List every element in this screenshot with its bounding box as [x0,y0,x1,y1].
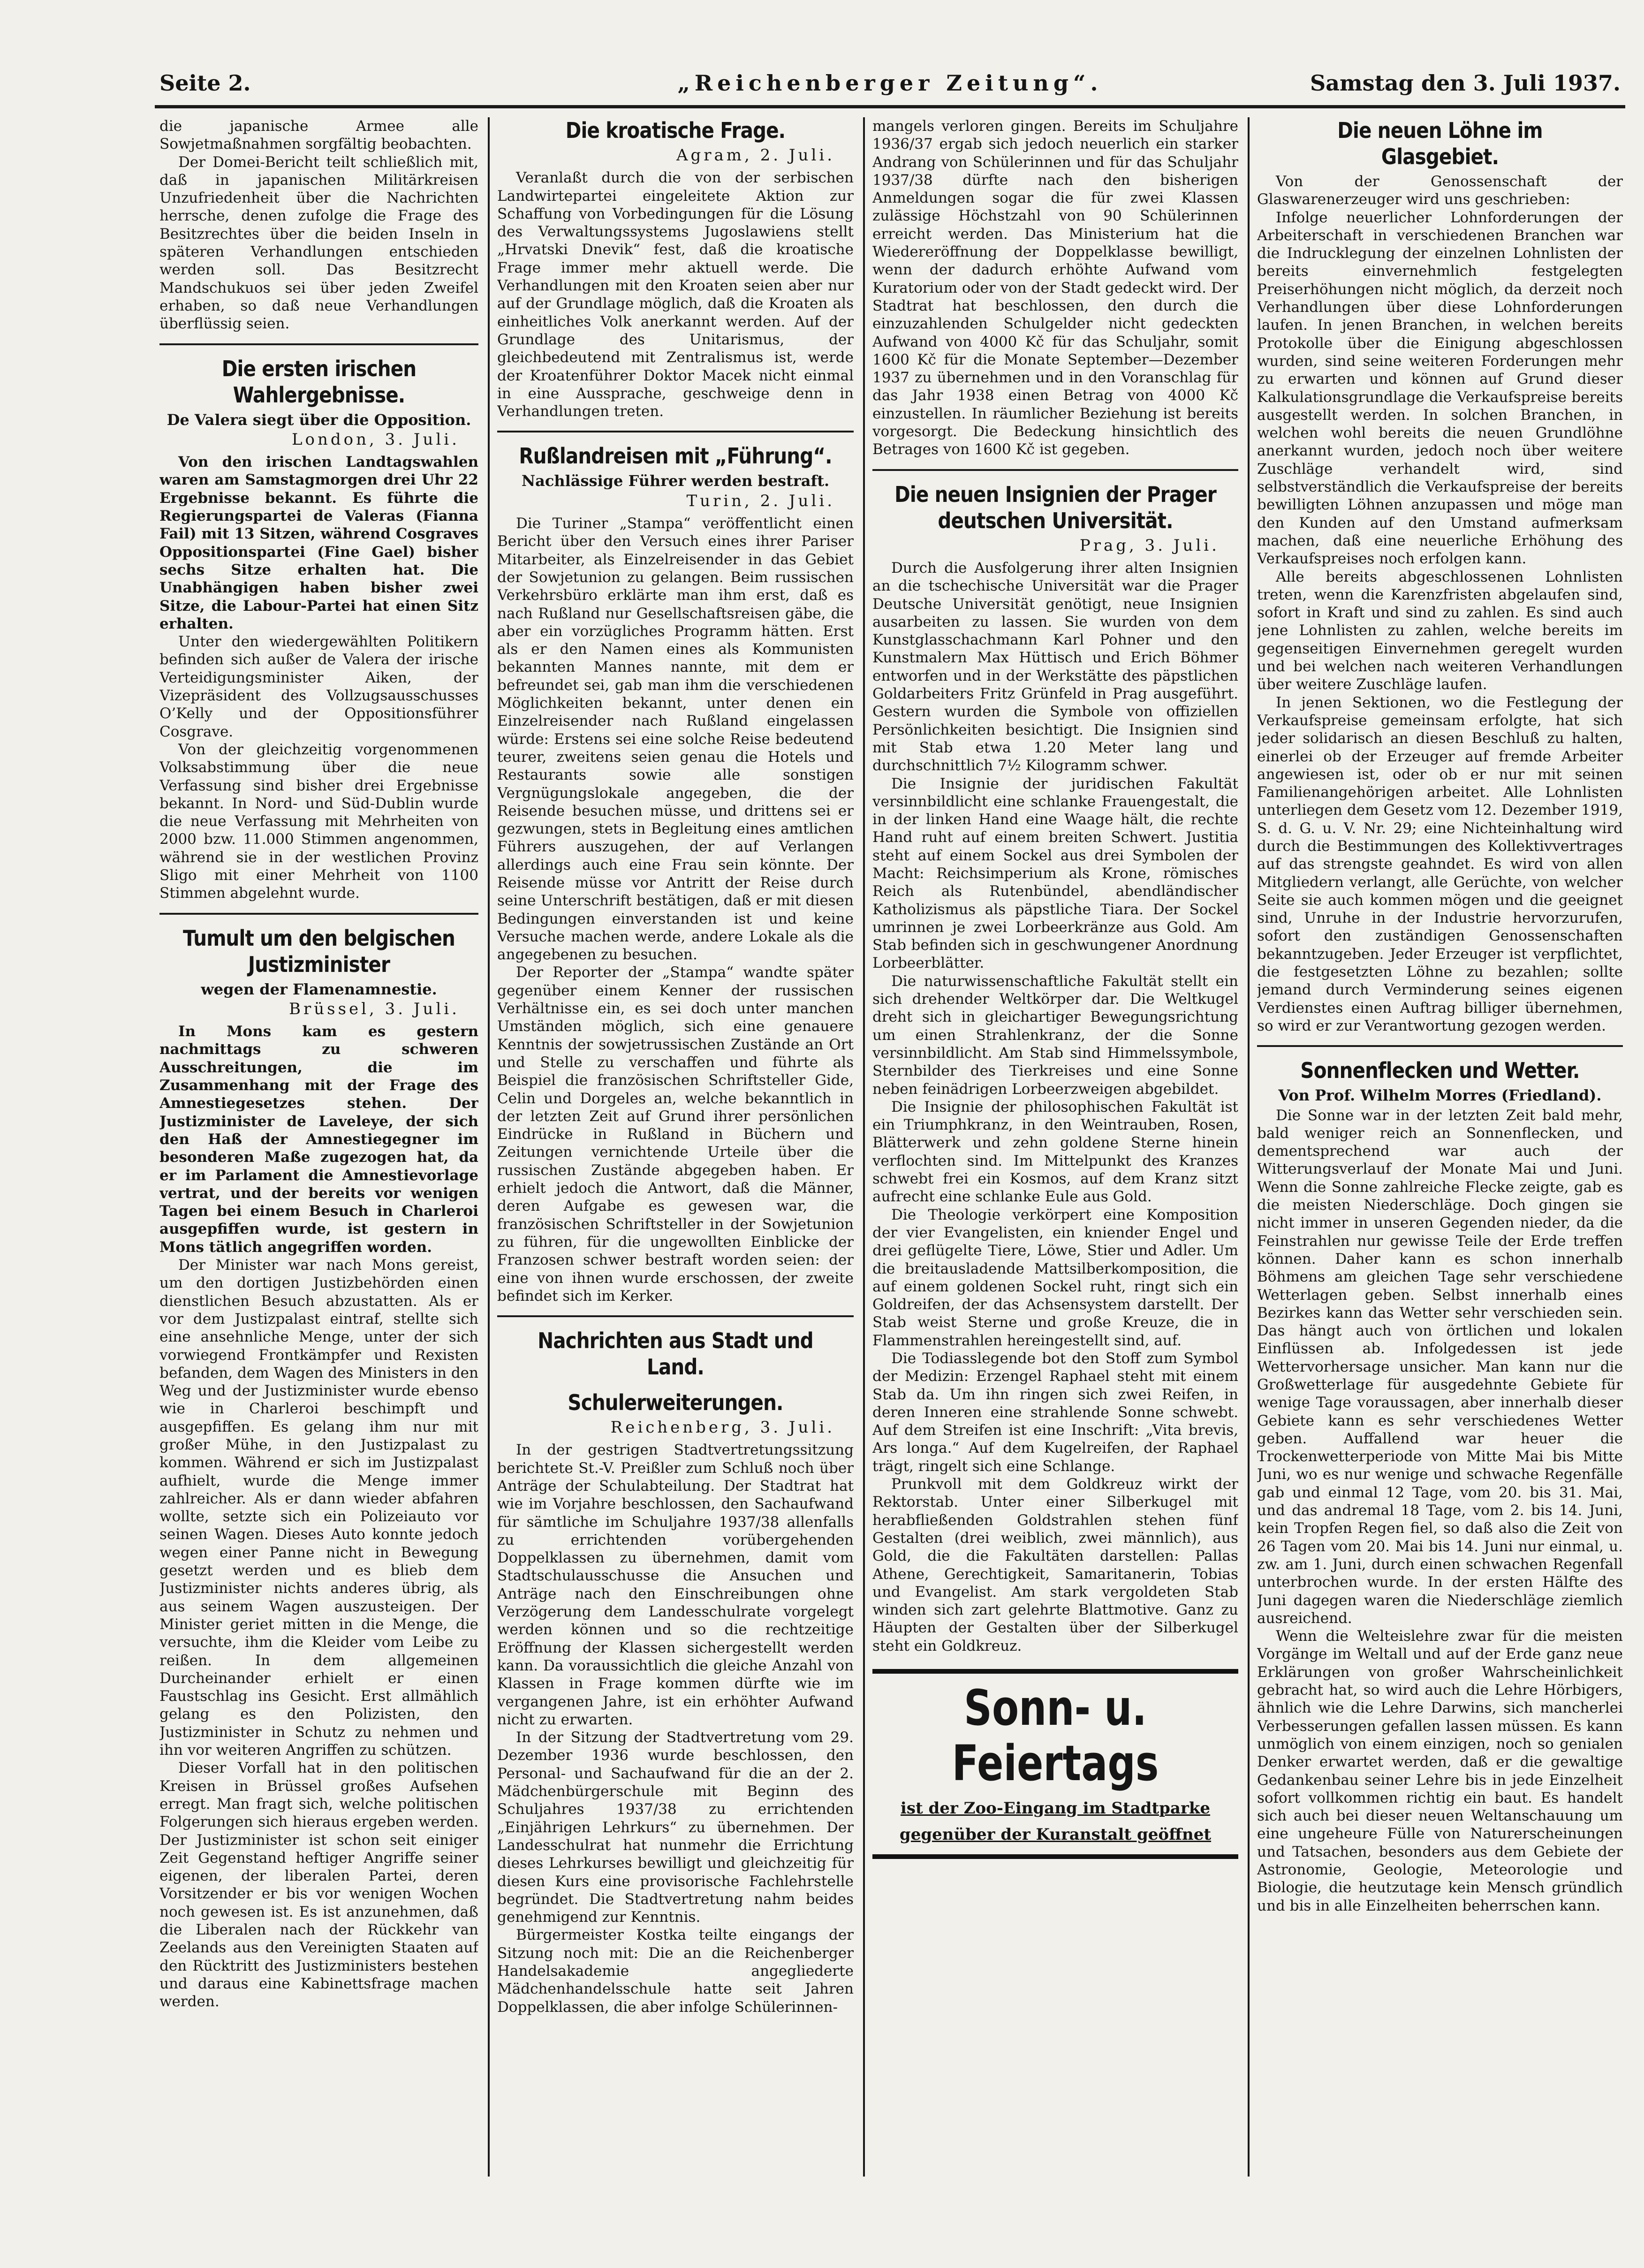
headline-sunspots-weather: Sonnenflecken und Wetter. [1300,1058,1580,1084]
subheadline: wegen der Flamenamnestie. [201,980,437,998]
paragraph: Der Domei-Bericht teilt schließlich mit, daß in japanischen Militärkreisen Unzufriedenheit über die Nachrichten herrsche, denen zufolge die Frage des Besitzrechtes über die beiden Inseln in späteren Verhandlungen entschieden werden soll. Das Besitzrecht Mandschukuos sei über jeden Zweifel erhaben, so daß neue Verhandlungen überflüssig seien. [159,153,478,333]
paragraph: Die Insignie der philosophischen Fakultät ist ein Triumphkranz, in den Weintrauben, Rosen, Blätterwerk und zehn goldene Sterne hinein verflochten sind. Im Mittelpunkt des Kranzes schwebt frei ein Kosmos, auf dem Kranz sitzt aufrecht eine schlanke Eule aus Gold. [872,1098,1238,1206]
paragraph: Dieser Vorfall hat in den politischen Kreisen in Brüssel großes Aufsehen erregt. Man fragt sich, welche politischen Folgerungen sich hieraus ergeben werden. Der Justizminister ist schon seit einiger Zeit Gegenstand heftiger Angriffe seiner eigenen, der liberalen Partei, deren Vorsitzender er bis vor wenigen Wochen noch gewesen ist. Es ist anzunehmen, daß die Liberalen nach der Rückkehr van Zeelands aus den Vereinigten Staaten auf den Rücktritt des Justizministers bestehen und daraus eine Kabinettsfrage machen werden. [159,1760,478,2010]
paragraph: Alle bereits abgeschlossenen Lohnlisten treten, wenn die Karenzfristen abgelaufen sind, sofort in Kraft und sind zu zahlen. Es sind auch jene Lohnlisten zu zahlen, welche bereits im gegenseitigen Einvernehmen geregelt wurden und bei welchen nach weiteren Verhandlungen über weitere Zuschläge laufen. [1257,568,1623,693]
dateline: Reichenberg, 3. Juli. [610,1418,835,1437]
column-4 [1257,117,1623,2174]
paragraph: Unter den wiedergewählten Politikern befinden sich außer de Valera der irische Verteidigungsminister Aiken, der Vizepräsident des Vollzugsausschusses O’Kelly und der Oppositionsführer Cosgrave. [159,633,478,740]
masthead: „Reichenberger Zeitung“. [677,70,1103,96]
dateline: Brüssel, 3. Juli. [289,999,460,1018]
paragraph: die japanische Armee alle Sowjetmaßnahmen sorgfältig beobachten. [159,118,478,153]
article-separator [159,913,478,915]
dateline: Turin, 2. Juli. [686,491,835,510]
dateline: Prag, 3. Juli. [1079,536,1220,555]
ad-line: gegenüber der Kuranstalt geöffnet [899,1825,1212,1844]
dateline: London, 3. Juli. [291,430,460,449]
column-rule [863,117,865,2177]
paragraph: Die Insignie der juridischen Fakultät versinnbildlicht eine schlanke Frauengestalt, die in der linken Hand eine Waage hält, die rechte Hand ruht auf einem breiten Schwert. Justitia steht auf einem Sockel aus drei Symbolen der Macht: Reichsimperium als Krone, römisches Reich als Rutenbündel, abendländischer Katholizismus als päpstliche Tiara. Der Sockel umrinnen je zwei Lorbeerkränze aus Gold. Am Stab befinden sich in geschwungener Anordnung Lorbeerblätter. [872,775,1238,972]
paragraph: Wenn die Welteislehre zwar für die meisten Vorgänge im Weltall und auf der Erde ganz neue Erklärungen von großer Wahrscheinlichkeit gebracht hat, so wird auch die Lehre Hörbigers, ähnlich wie die Lehre Darwins, sich mancherlei Verbesserungen gefallen lassen müssen. Es kann unmöglich von einem einzigen, noch so genialen Denker erwartet werden, daß er die gewaltige Gedankenbau seiner Lehre bis in jede Einzelheit sofort vollkommen richtig ein baut. Es handelt sich auch bei dieser neuen Weltanschauung um eine ungeheure Fülle von Naturerscheinungen und Tatsachen, besonders aus dem Gebiete der Astronomie, Geologie, Meteorologie und Biologie, die heutzutage kein Mensch gründlich und bis in alle Einzelheiten beherrschen kann. [1257,1628,1623,1914]
article-separator [1257,1045,1623,1047]
paragraph: Infolge neuerlicher Lohnforderungen der Arbeiterschaft in verschiedenen Branchen war die Indrucklegung der einzelnen Lohnlisten der bereits einvernehmlich festgelegten Preiserhöhungen nicht möglich, da derzeit noch Verhandlungen über diese Lohnforderungen laufen. In jenen Branchen, in welchen bereits Protokolle über die Einigung abgeschlossen wurden, sind seine weiteren Forderungen mehr zu erwarten und können auf Grund dieser Kalkulationsgrundlage die Verkaufspreise bereits ausgestellt werden. In solchen Branchen, in welchen wohl bereits die neuen Grundlöhne anerkannt wurden, jedoch noch über weitere Zuschläge verhandelt wird, sind selbstverständlich die Verkaufspreise der bereits bewilligten Löhnen anzupassen und möge man den Kunden auf den Umstand aufmerksam machen, daß eine neuerliche Erhöhung des Verkaufspreises noch erfolgen kann. [1257,209,1623,568]
headline-croatian-question: Die kroatische Frage. [565,118,786,143]
paragraph: Der Reporter der „Stampa“ wandte später gegenüber einem Kenner der russischen Verhältnisse ein, es sei doch unter manchen Umständen möglich, sich eine genauere Kenntnis der sowjetrussischen Zustände an Ort und Stelle zu verschaffen und führte als Beispiel die französischen Schriftsteller Gide, Celin und Dorgeles an, welche bekanntlich in der letzten Zeit auf Grund ihrer persönlichen Eindrücke in Rußland in Büchern und Zeitungen vernichtende Urteile über die russischen Zustände abgegeben haben. Er erhielt jedoch die Antwort, daß die Männer, deren Aufgabe es gewesen war, die französischen Schriftsteller in der Sowjetunion zu führen, für die ungewollten Einblicke der Franzosen schwer bestraft worden seien: der eine von ihnen wurde erschossen, der zweite befindet sich im Kerker. [497,964,854,1305]
headline-russia-travel: Rußlandreisen mit „Führung“. [519,443,832,469]
page-number: Seite 2. [159,70,251,96]
paragraph: In der gestrigen Stadtvertretungssitzung berichtete St.-V. Preißler zum Schluß noch über Anträge der Schulabteilung. Der Stadtrat hat wie im Vorjahre beschlossen, den Sachaufwand für sämtliche im Schuljahre 1937/38 allenfalls zu errichtenden vorübergehenden Doppelklassen zu übernehmen, damit vom Stadtschulausschusse die Ansuchen und Anträge nach den Einschreibungen ohne Verzögerung dem Landesschulrate vorgelegt werden können und so die rechtzeitige Eröffnung der Klassen sichergestellt werden kann. Da voraussichtlich die gleiche Anzahl von Klassen in Frage kommen dürfte wie im vergangenen Jahre, ist ein erhöhter Aufwand nicht zu erwarten. [497,1441,854,1728]
page-header [155,70,1625,103]
subheadline: De Valera siegt über die Opposition. [167,410,471,429]
headline-prague-insignia: Die neuen Insignien der Prager deutschen Universität. [894,481,1216,533]
column-rule [488,117,490,2177]
subheadline: Nachlässige Führer werden bestraft. [521,472,830,490]
paragraph: Die Theologie verkörpert eine Komposition der vier Evangelisten, ein kniender Engel und drei geflügelte Tiere, Löwe, Stier und Adler. Um die breitausladende Mattsilberkomposition, die auf einem goldenen Sockel ruht, ringt sich ein Goldreifen, der das Achsensystem darstellt. Der Stab weist Sterne und große Kreuze, die in Flammenstrahlen hereingestellt sind, auf. [872,1206,1238,1349]
article-separator [159,343,478,345]
ad-headline: Sonn- u. Feiertags [952,1679,1159,1792]
column-2 [497,117,854,2174]
headline-irish-elections: Die ersten irischen Wahlergebnisse. [221,356,417,408]
header-rule [155,105,1625,108]
paragraph: Die Todiasslegende bot den Stoff zum Symbol der Medizin: Erzengel Raphael steht mit einem Stab da. Um ihn ringen sich zwei Reifen, in deren Inneren eine strahlende Sonne schwebt. Auf dem Streifen ist eine Inschrift: „Vita brevis, Ars longa.“ Auf dem Kugelreifen, der Raphael trägt, ringelt sich eine Schlange. [872,1350,1238,1475]
author-line: Von Prof. Wilhelm Morres (Friedland). [1278,1086,1602,1105]
paragraph: Von der Genossenschaft der Glaswarenerzeuger wird uns geschrieben: [1257,173,1623,208]
paragraph: Der Minister war nach Mons gereist, um den dortigen Justizbehörden einen dienstlichen Besuch abzustatten. Als er vor dem Justizpalast eintraf, stellte sich eine ansehnliche Menge, unter der sich vorwiegend Frontkämpfer und Rexisten befanden, dem Wagen des Ministers in den Weg und der Justizminister wurde ebenso wie in Charleroi beschimpft und ausgepfiffen. Es gelang ihm nur mit großer Mühe, in den Justizpalast zu kommen. Während er sich im Justizpalast aufhielt, wurde die Menge immer zahlreicher. Als er dann wieder abfahren wollte, setzte sich ein Polizeiauto vor seinen Wagen. Dieses Auto konnte jedoch wegen einer Panne nicht in Bewegung gesetzt werden und es blieb dem Justizminister nichts anderes übrig, als aus seinem Wagen auszusteigen. Der Minister geriet mitten in die Menge, die versuchte, ihm die Kleider vom Leibe zu reißen. In dem allgemeinen Durcheinander erhielt er einen Faustschlag ins Gesicht. Erst allmählich gelang es den Polizisten, den Justizminister in Schutz zu nehmen und ihn vor weiteren Angriffen zu schützen. [159,1257,478,1759]
paragraph: mangels verloren gingen. Bereits im Schuljahre 1936/37 ergab sich jedoch neuerlich ein starker Andrang von Schülerinnen und für das Schuljahr 1937/38 dürfte nach den bisherigen Anmeldungen sogar die für zwei Klassen zulässige Höchstzahl von 90 Schülerinnen erreicht werden. Das Ministerium hat die Wiedereröffnung der Doppelklasse bewilligt, wenn der dadurch erhöhte Aufwand vom Kuratorium oder von der Stadt gedeckt wird. Der Stadtrat hat beschlossen, den durch die einzuzahlenden Schulgelder nicht gedeckten Aufwand von 4000 Kč für das Schuljahr, somit 1600 Kč für die Monate September—Dezember 1937 zu übernehmen und in den Voranschlag für das Jahr 1938 einen Betrag von 4000 Kč einzustellen. In räumlicher Beziehung ist bereits vorgesorgt. Die Bedeckung hinsichtlich des Betrages von 1600 Kč ist gegeben. [872,118,1238,458]
headline-school-expansion: Schulerweiterungen. [568,1390,783,1416]
paragraph: Von den irischen Landtagswahlen waren am Samstagmorgen drei Uhr 22 Ergebnisse bekannt. Es führte die Regierungspartei de Valeras (Fianna Fail) mit 13 Sitzen, während Cosgraves Oppositionspartei (Fine Gael) bisher sechs Sitze erhalten hat. Die Unabhängigen haben bisher zwei Sitze, die Labour-Partei hat einen Sitz erhalten. [159,454,478,632]
article-separator [497,1315,854,1317]
headline-belgian-minister: Tumult um den belgischen Justizminister [183,925,455,977]
column-rule [1248,117,1250,2177]
paragraph: In jenen Sektionen, wo die Festlegung der Verkaufspreise gemeinsam erfolgte, hat sich jeder solidarisch an diesen Beschluß zu halten, einerlei ob der Erzeuger auf fremde Arbeiter angewiesen ist, oder ob er nur mit seinen Familienangehörigen arbeitet. Alle Lohnlisten unterliegen dem Gesetz vom 12. Dezember 1919, S. d. G. u. V. Nr. 29; eine Nichteinhaltung wird durch die Bestimmungen des Kollektivvertrages auf das strengste geahndet. Es wird von allen Mitgliedern verlangt, alle Gerüchte, von welcher Seite sie auch kommen mögen und die geeignet sind, Unruhe in der Industrie hervorzurufen, sofort den zuständigen Genossenschaften bekanntzugeben. Jeder Erzeuger ist verpflichtet, die festgesetzten Löhne zu bezahlen; sollte jemand durch Verminderung seines eigenen Verdienstes einen Auftrag billiger übernehmen, so wird er zur Verantwortung gezogen werden. [1257,694,1623,1034]
headline-glass-wages: Die neuen Löhne im Glasgebiet. [1337,118,1543,169]
paragraph: Bürgermeister Kostka teilte eingangs der Sitzung noch mit: Die an die Reichenberger Handelsakademie angegliederte Mädchenhandelsschule hatte seit Jahren Doppelklassen, die aber infolge Schülerinnen- [497,1927,854,2016]
paragraph: Die Sonne war in der letzten Zeit bald mehr, bald weniger reich an Sonnenflecken, und dementsprechend war auch der Witterungsverlauf der Monate Mai und Juni. Wenn die Sonne zahlreiche Flecke zeigte, gab es die meisten Niederschläge. Doch gingen sie nicht immer in unseren Gegenden nieder, da die Feinstrahlen nur gewisse Teile der Erde treffen können. Daher kann es schon innerhalb Böhmens am gleichen Tage sehr verschiedene Wetterlagen geben. Selbst innerhalb eines Bezirkes kann das Wetter sehr verschieden sein. Das hängt auch von örtlichen und lokalen Einflüssen ab. Infolgedessen ist jede Wettervorhersage unsicher. Man kann nur die Großwetterlage für ausgedehnte Gebiete für wenige Tage voraussagen, aber innerhalb dieser Gebiete kann es sehr verschiedenes Wetter geben. Auffallend war heuer die Trockenwetterperiode von Mitte Mai bis Mitte Juni, wo es nur wenige und schwache Regenfälle gab und einmal 12 Tage, vom 20. bis 31. Mai, und das andremal 18 Tage, vom 2. bis 14. Juni, kein Tropfen Regen fiel, so daß also die Zeit von 26 Tagen vom 20. Mai bis 14. Juni nur einmal, u. zw. am 1. Juni, durch einen schwachen Regenfall unterbrochen wurde. In der ersten Hälfte des Juni dagegen waren die Niederschläge ziemlich ausreichend. [1257,1107,1623,1627]
paragraph: Veranlaßt durch die von der serbischen Landwirtepartei eingeleitete Aktion zur Schaffung von Vorbedingungen für die Lösung des Verwaltungssystems Jugoslawiens stellt „Hrvatski Dnevik“ fest, daß die kroatische Frage immer mehr aktuell werde. Die Verhandlungen mit den Kroaten seien aber nur auf der Grundlage möglich, daß die Kroaten als einheitliches Volk anerkannt werden. Auf der Grundlage des Unitarismus, der gleichbedeutend mit Zentralismus ist, werde der Kroatenführer Doktor Macek nicht einmal in eine Aussprache, geschweige denn in Verhandlungen treten. [497,169,854,420]
paragraph: Die Turiner „Stampa“ veröffentlicht einen Bericht über den Versuch eines ihrer Pariser Mitarbeiter, als Einzelreisender in das Gebiet der Sowjetunion zu gelangen. Beim russischen Verkehrsbüro erklärte man ihm erst, daß es nach Rußland nur Gesellschaftsreisen gäbe, die aber ein vorzügliches Programm hätten. Erst als er den Namen eines als Kommunisten bekannten Mannes nannte, mit dem er befreundet sei, gab man ihm die verschiedenen Möglichkeiten bekannt, unter denen ein Einzelreisender nach Rußland eingelassen würde: Erstens sei eine solche Reise bedeutend teurer, zweitens seien genau die Hotels und Restaurants sowie alle sonstigen Vergnügungslokale angegeben, die der Reisende besuchen müsse, und drittens sei er gezwungen, stets in Begleitung eines amtlichen Führers auszugehen, der auf Verlangen allerdings auch eine Frau sein könnte. Der Reisende müsse vor Antritt der Reise durch seine Unterschrift bestätigen, daß er mit diesen Bedingungen einverstanden ist und keine Versuche machen werde, andere Lokale als die angegebenen zu besuchen. [497,515,854,963]
paragraph: Von der gleichzeitig vorgenommenen Volksabstimmung über die neue Verfassung sind bisher drei Ergebnisse bekannt. In Nord- und Süd-Dublin wurde die neue Verfassung mit Mehrheiten von 2000 bzw. 11.000 Stimmen angenommen, während sie in der westlichen Provinz Sligo mit einer Mehrheit von 1100 Stimmen abgelehnt wurde. [159,741,478,902]
paragraph: In Mons kam es gestern nachmittags zu schweren Ausschreitungen, die im Zusammenhang mit der Frage des Amnestiegesetzes stehen. Der Justizminister de Laveleye, der sich den Haß der Amnestiegegner im besonderen Maße zugezogen hat, da er im Parlament die Amnestievorlage vertrat, und der bereits vor wenigen Tagen bei einem Besuch in Charleroi ausgepfiffen wurde, ist gestern in Mons tätlich angegriffen worden. [159,1023,478,1256]
issue-date: Samstag den 3. Juli 1937. [1310,70,1621,96]
zoo-advertisement [872,1669,1238,1859]
column-3 [872,117,1238,2174]
paragraph: Durch die Ausfolgerung ihrer alten Insignien an die tschechische Universität war die Prager Deutsche Universität genötigt, neue Insignien ausarbeiten zu lassen. Sie wurden von dem Kunstglasschachmann Karl Pohner und den Kunstmalern Max Hüttisch und Erich Böhmer entworfen und in der Werkstätte des päpstlichen Goldarbeiters Fritz Grünfeld in Prag ausgeführt. Gestern wurden die Symbole von offiziellen Persönlichkeiten besichtigt. Die Insignien sind mit Stab etwa 1.20 Meter lang und durchschnittlich 7½ Kilogramm schwer. [872,559,1238,774]
paragraph: Die naturwissenschaftliche Fakultät stellt ein sich drehender Weltkörper dar. Die Weltkugel dreht sich in gleichartiger Bewegungsrichtung um einen Strahlenkranz, der die Sonne versinnbildlicht. Am Stab sind Himmelssymbole, Sternbilder des Tierkreises und eine Sonne neben feinädrigen Lorbeerzweigen abgebildet. [872,972,1238,1098]
paragraph: Prunkvoll mit dem Goldkreuz wirkt der Rektorstab. Unter einer Silberkugel mit herabfließenden Goldstrahlen stehen fünf Gestalten (drei weiblich, zwei männlich), aus Gold, die die Fakultäten darstellen: Pallas Athene, Gerechtigkeit, Samaritanerin, Tobias und Evangelist. Am stark vergoldeten Stab winden sich zart gelehrte Blattmotive. Ganz zu Häupten der Gestalten über der Silberkugel steht ein Goldkreuz. [872,1476,1238,1654]
ad-line: ist der Zoo-Eingang im Stadtparke [900,1799,1211,1818]
paragraph: In der Sitzung der Stadtvertretung vom 29. Dezember 1936 wurde beschlossen, den Personal- und Sachaufwand für die an der 2. Mädchenbürgerschule mit Beginn des Schuljahres 1937/38 zu errichtenden „Einjährigen Lehrkurs“ zu übernehmen. Der Landesschulrat hat nunmehr die Errichtung dieses Lehrkurses bewilligt und gleichzeitig für diesen Kurs eine provisorische Fachlehrstelle begründet. Die Stadtvertretung nahm beides genehmigend zur Kenntnis. [497,1729,854,1926]
dateline: Agram, 2. Juli. [676,146,835,165]
column-1 [159,117,478,2174]
article-separator [497,431,854,432]
article-separator [872,469,1238,471]
section-heading-local-news: Nachrichten aus Stadt und Land. [538,1328,813,1380]
